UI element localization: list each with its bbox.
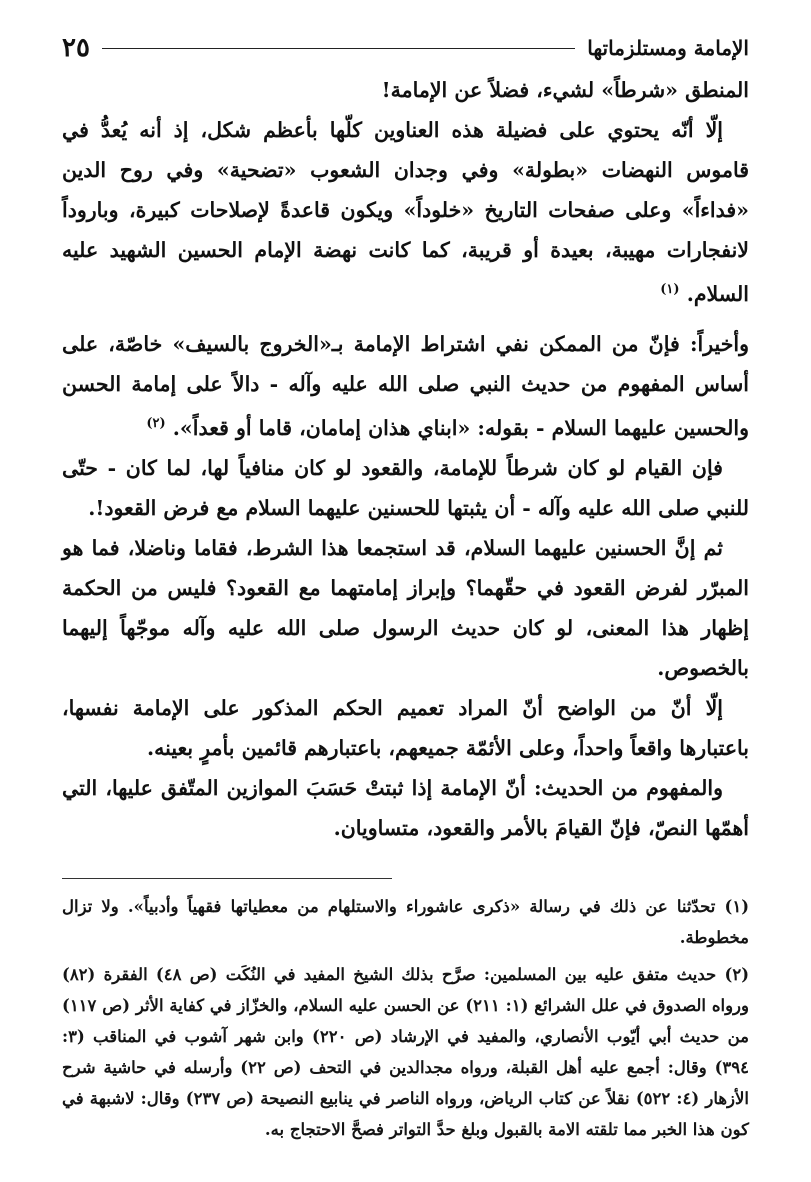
footnotes bbox=[62, 891, 749, 1145]
page-header bbox=[62, 30, 749, 66]
footnote-2: (٢) حديث متفق عليه بين المسلمين: صرَّح بذلك الشيخ المفيد في النُكَت (ص ٤٨) الفقرة (٨٢) ورواه الصدوق في علل الشرائع (١: ٢١١) عن الحسن عليه السلام، والخزّاز في كفاية الأثر (ص ١١٧) من حديث أبي أيّوب الأنصاري، والمفيد في الإرشاد (ص ٢٢٠) وابن شهر آشوب في المناقب (٣: ٣٩٤) وقال: أجمع عليه أهل القبلة، ورواه مجدالدين في التحف (ص ٢٢) وأرسله في حاشية شرح الأزهار (٤: ٥٢٢) نقلاً عن كتاب الرياض، ورواه الناصر في ينابيع النصيحة (ص ٢٣٧) وقال: لاشبهة في كون هذا الخبر مما تلقته الامة بالقبول وبلغ حدَّ التواتر فصحَّ الاحتجاج به. bbox=[62, 964, 750, 1139]
paragraph-5: ثم إنَّ الحسنين عليهما السلام، قد استجمعا هذا الشرط، فقاما وناضلا، فما هو المبرّر لفرض القعود في حقّهما؟ وإبراز إمامتهما مع القعود؟ فليس من الحكمة إظهار هذا المعنى، لو كان حديث الرسول صلى الله عليه وآله موجّهاً إليهما بالخصوص. bbox=[62, 535, 749, 680]
paragraph-6: إلّا أنّ من الواضح أنّ المراد تعميم الحكم المذكور على الإمامة نفسها، باعتبارها واقعاً واحداً، وعلى الأئمّة جميعهم، باعتبارهم قائمين بأمرٍ بعينه. bbox=[62, 695, 749, 760]
footnote-1: (١) تحدّثنا عن ذلك في رسالة «ذكرى عاشوراء والاستلهام من معطياتها فقهياً وأدبياً». ولا تزال مخطوطة. bbox=[62, 896, 749, 947]
paragraph-7: والمفهوم من الحديث: أنّ الإمامة إذا ثبتتْ حَسَبَ الموازين المتّفق عليها، التي أهمّها النصّ، فإنّ القيامَ بالأمر والقعود، متساويان. bbox=[62, 775, 749, 840]
footnote-ref-2[interactable]: (٢) bbox=[146, 415, 166, 431]
running-title: الإمامة ومستلزماتها bbox=[587, 36, 749, 60]
header-rule bbox=[102, 48, 575, 49]
paragraph-4: فإن القيام لو كان شرطاً للإمامة، والقعود لو كان منافياً لها، لما كان - حتّى للنبي صلى الله عليه وآله - أن يثبتها للحسنين عليهما السلام مع فرض القعود!. bbox=[62, 455, 749, 520]
paragraph-2: إلّا أنّه يحتوي على فضيلة هذه العناوين كلّها بأعظم شكل، إذ أنه يُعدُّ في قاموس النهضات «بطولة» وفي وجدان الشعوب «تضحية» وفي روح الدين «فداءاً» وعلى صفحات التاريخ «خلوداً» ويكون قاعدةً لإصلاحات كبيرة، وباروداً لانفجارات مهيبة، بعيدة أو قريبة، كما كانت نهضة الإمام الحسين الشهيد عليه السلام. $^{(١)}$ bbox=[62, 118, 749, 306]
main-text bbox=[62, 70, 749, 848]
footnote-separator bbox=[62, 878, 392, 879]
paragraph-1: المنطق «شرطاً» لشيء، فضلاً عن الإمامة! bbox=[381, 78, 749, 102]
page-number: ٢٥ bbox=[62, 33, 90, 63]
paragraph-3: وأخيراً: فإنّ من الممكن نفي اشتراط الإمامة بـ«الخروج بالسيف» خاصّة، على أساس المفهوم من حديث النبي صلى الله عليه وآله - دالاً على إمامة الحسن والحسين عليهما السلام - بقوله: «ابناي هذان إمامان، قاما أو قعداً». $^{(٢)}$ bbox=[62, 331, 749, 440]
footnote-ref-1[interactable]: (١) bbox=[660, 282, 680, 297]
